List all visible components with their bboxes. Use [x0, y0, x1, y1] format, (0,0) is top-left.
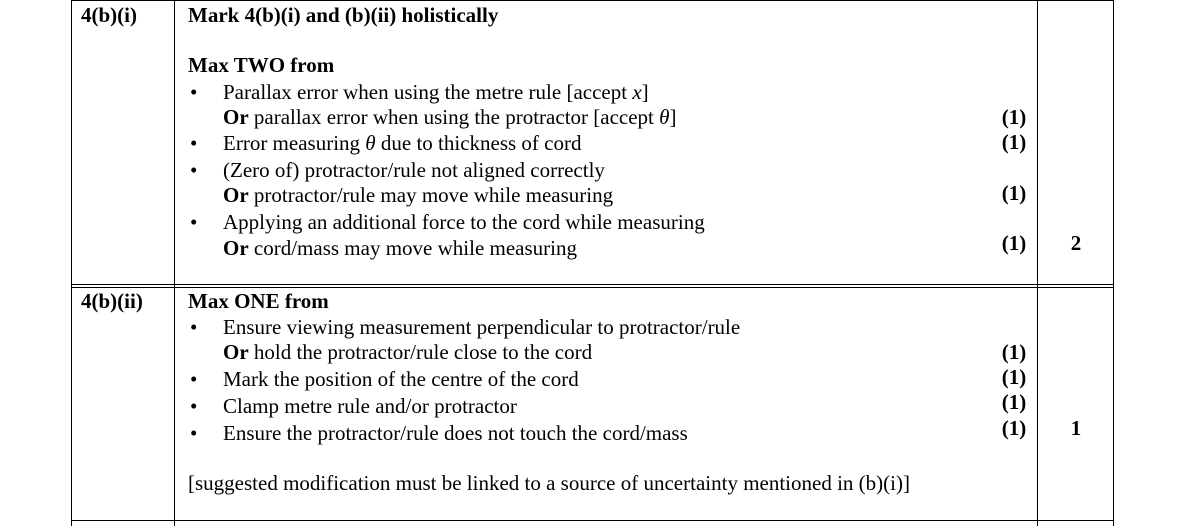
bullet-icon: •: [190, 80, 198, 104]
row-heading: Mark 4(b)(i) and (b)(ii) holistically: [188, 3, 499, 27]
point-text-alt: Or protractor/rule may move while measuring: [223, 183, 614, 207]
question-number: 4(b)(i): [81, 3, 137, 27]
point-text: Clamp metre rule and/or protractor: [223, 394, 517, 418]
mark-value: (1): [1001, 416, 1027, 440]
table-divider-question: [174, 0, 175, 526]
point-text: Ensure the protractor/rule does not touch the cord/mass: [223, 421, 688, 445]
mark-value: (1): [1001, 340, 1027, 364]
bullet-icon: •: [190, 315, 198, 339]
bullet-icon: •: [190, 367, 198, 391]
bullet-icon: •: [190, 131, 198, 155]
point-text: Parallax error when using the metre rule [accept x]: [223, 80, 649, 104]
table-border-right: [1113, 0, 1114, 526]
point-text: (Zero of) protractor/rule not aligned correctly: [223, 158, 605, 182]
bullet-icon: •: [190, 394, 198, 418]
question-number: 4(b)(ii): [81, 289, 143, 313]
total-marks: 2: [1070, 231, 1082, 255]
mark-value: (1): [1001, 181, 1027, 205]
mark-value: (1): [1001, 390, 1027, 414]
guidance-note: [suggested modification must be linked to a source of uncertainty mentioned in (b)(i)]: [188, 471, 910, 495]
point-text: Error measuring θ due to thickness of cord: [223, 131, 582, 155]
mark-value: (1): [1001, 365, 1027, 389]
mark-value: (1): [1001, 105, 1027, 129]
bullet-icon: •: [190, 158, 198, 182]
point-text-alt: Or cord/mass may move while measuring: [223, 236, 577, 260]
row-divider: [71, 284, 1114, 285]
row-subheading: Max ONE from: [188, 289, 329, 313]
point-text: Ensure viewing measurement perpendicular to protractor/rule: [223, 315, 741, 339]
point-text: Mark the position of the centre of the cord: [223, 367, 579, 391]
table-border-bottom: [71, 520, 1114, 521]
point-text-alt: Or hold the protractor/rule close to the cord: [223, 340, 593, 364]
table-border-left: [71, 0, 72, 526]
point-text-alt: Or parallax error when using the protractor [accept θ]: [223, 105, 677, 129]
mark-value: (1): [1001, 130, 1027, 154]
total-marks: 1: [1070, 416, 1082, 440]
row-divider: [71, 287, 1114, 288]
row-subheading: Max TWO from: [188, 53, 335, 77]
mark-value: (1): [1001, 231, 1027, 255]
point-text: Applying an additional force to the cord while measuring: [223, 210, 705, 234]
bullet-icon: •: [190, 421, 198, 445]
table-divider-marks: [1037, 0, 1038, 526]
bullet-icon: •: [190, 210, 198, 234]
table-border-top: [71, 0, 1114, 1]
